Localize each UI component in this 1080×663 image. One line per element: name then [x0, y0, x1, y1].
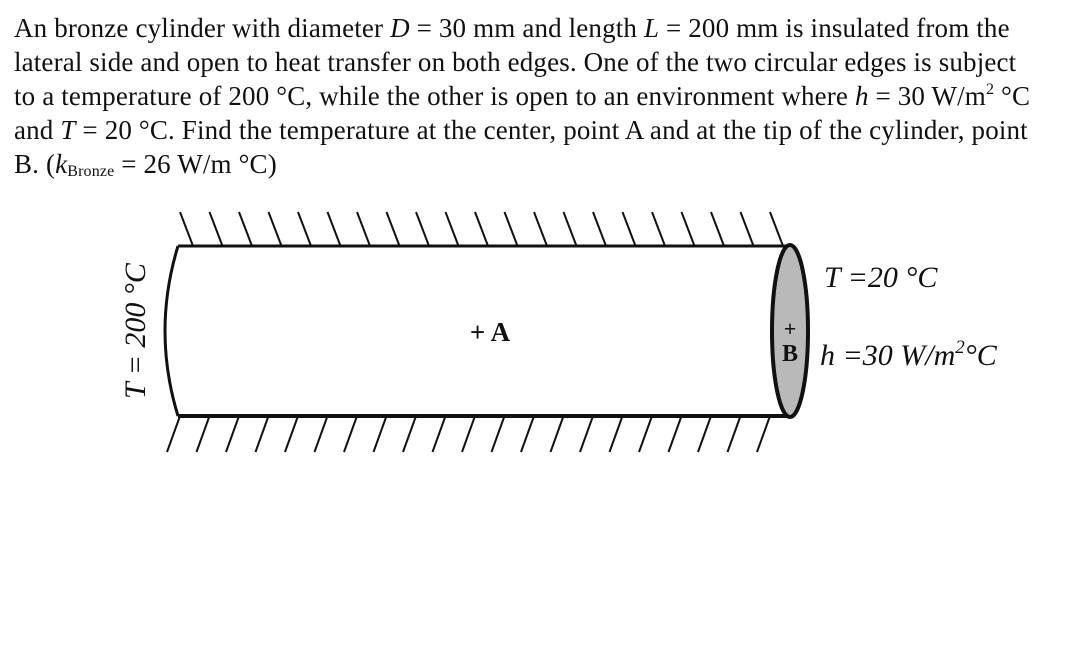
- hatch-mark: [180, 212, 193, 246]
- point-b-marker: +: [783, 316, 797, 341]
- problem-line-1: An bronze cylinder with diameter D = 30 mm and length L = 200 mm is insulated from the: [14, 13, 1010, 43]
- hatch-mark: [344, 416, 357, 452]
- hatch-mark: [433, 416, 446, 452]
- hatch-mark: [770, 212, 783, 246]
- hatch-mark: [298, 212, 311, 246]
- hatch-mark: [639, 416, 652, 452]
- hatch-mark: [315, 416, 328, 452]
- problem-line-2: lateral side and open to heat transfer on both edges. One of the two circular edges is subject: [14, 47, 1017, 77]
- problem-line-5: B. ($k_{Bronze} = 26$ W/m °C): [14, 149, 277, 180]
- point-a-label: + A: [469, 317, 511, 347]
- hatch-mark: [416, 212, 429, 246]
- hatch-mark: [492, 416, 505, 452]
- hatch-mark: [256, 416, 269, 452]
- hatch-mark: [698, 416, 711, 452]
- hatch-mark: [239, 212, 252, 246]
- convection-coefficient-label: h =30 $W/m^2^\circ C$: [820, 337, 997, 372]
- ambient-temperature-label: T =20 °C: [824, 261, 938, 294]
- top-insulation-hatching: [180, 212, 783, 246]
- hatch-mark: [403, 416, 416, 452]
- hatch-mark: [285, 416, 298, 452]
- hatch-mark: [446, 212, 459, 246]
- problem-line-3: to a temperature of 200 °C, while the other is open to an environment where h = 30 $W/m^2$ °C: [14, 81, 1031, 111]
- hatch-mark: [328, 212, 341, 246]
- hatch-mark: [652, 212, 665, 246]
- hatch-mark: [475, 212, 488, 246]
- hatch-mark: [669, 416, 682, 452]
- problem-line-4: and T = 20 °C. Find the temperature at the center, point A and at the tip of the cylinder, point: [14, 115, 1028, 145]
- hatch-mark: [210, 212, 223, 246]
- hatch-mark: [521, 416, 534, 452]
- hatch-mark: [551, 416, 564, 452]
- hatch-mark: [580, 416, 593, 452]
- left-boundary-temperature-label: T = 200 °C: [118, 263, 152, 399]
- hatch-mark: [741, 212, 754, 246]
- hatch-mark: [269, 212, 282, 246]
- hatch-mark: [564, 212, 577, 246]
- hatch-mark: [374, 416, 387, 452]
- hatch-mark: [167, 416, 180, 452]
- hatch-mark: [757, 416, 770, 452]
- hatch-mark: [711, 212, 724, 246]
- hatch-mark: [593, 212, 606, 246]
- hatch-mark: [534, 212, 547, 246]
- hatch-mark: [462, 416, 475, 452]
- bottom-insulation-hatching: [167, 416, 770, 452]
- hatch-mark: [610, 416, 623, 452]
- hatch-mark: [623, 212, 636, 246]
- hatch-mark: [197, 416, 210, 452]
- point-b-letter: B: [781, 341, 799, 367]
- hatch-mark: [505, 212, 518, 246]
- hatch-mark: [387, 212, 400, 246]
- hatch-mark: [226, 416, 239, 452]
- hatch-mark: [728, 416, 741, 452]
- hatch-mark: [682, 212, 695, 246]
- hatch-mark: [357, 212, 370, 246]
